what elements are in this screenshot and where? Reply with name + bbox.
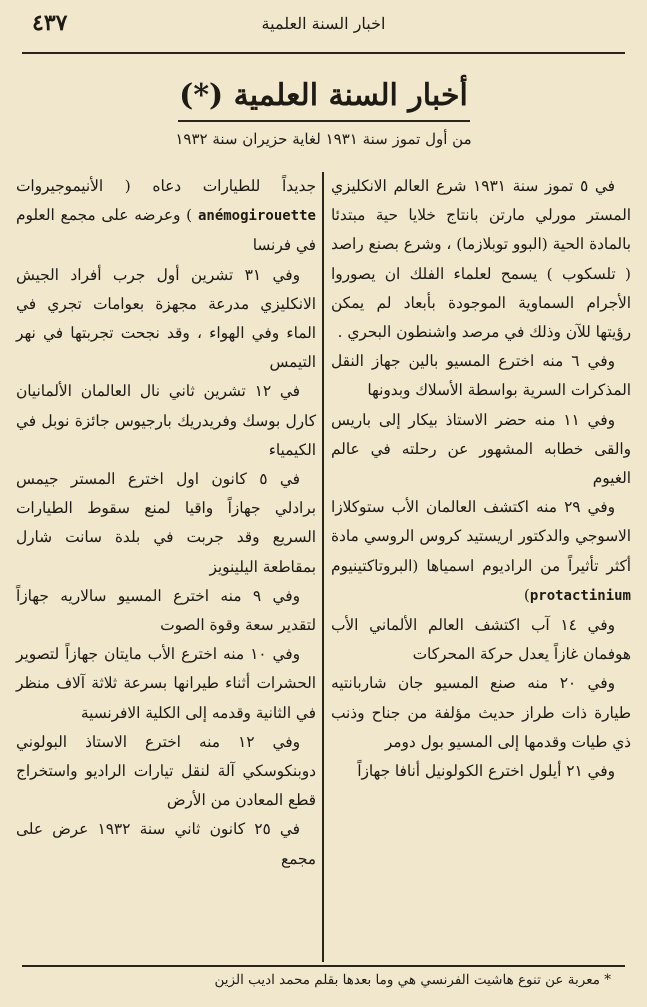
two-column-body: [16, 172, 631, 962]
page-number: ٤٣٧: [32, 10, 68, 36]
news-text: جديداً للطيارات دعاه ( الأنيموجيروات: [16, 177, 316, 195]
news-item: وفي ٣١ تشرين أول جرب أفراد الجيش الانكليزي مدرعة مجهزة بعوامات تجري في الماء وفي الهواء ، وقد نجحت تجربتها في نهر التيمس: [16, 265, 316, 372]
news-item: في ٢٥ كانون ثاني سنة ١٩٣٢ عرض على مجمع: [16, 820, 316, 868]
left-column: [16, 172, 316, 962]
latin-term: protactinium: [529, 587, 631, 604]
news-item: في ١٢ تشرين ثاني نال العالمان الألمانيان كارل بوسك وفريدريك بارجيوس جائزة نوبل في الكيمياء: [16, 382, 316, 459]
news-item: وفي ١٢ منه اخترع الاستاذ البولوني دوبنكوسكي آلة لنقل تيارات الراديو واستخراج قطع المعادن من الأرض: [16, 732, 316, 810]
title-underline: [178, 120, 470, 122]
article-subtitle: من أول تموز سنة ١٩٣١ لغاية حزيران سنة ١٩٣٢: [175, 130, 472, 148]
news-text: ) وعرضه على مجمع العلوم في فرنسا: [16, 206, 316, 255]
news-item: وفي ٢١ أيلول اخترع الكولونيل أنافا جهازاً: [357, 762, 615, 781]
article-title: أخبار السنة العلمية (*): [179, 78, 468, 113]
news-item: وفي ٦ منه اخترع المسيو بالين جهاز النقل المذكرات السرية بواسطة الأسلاك وبدونها: [331, 352, 631, 400]
footnote-rule: [22, 965, 625, 967]
running-title: اخبار السنة العلمية: [261, 14, 386, 33]
news-item: [331, 493, 631, 611]
news-text: ): [523, 585, 530, 604]
news-item: وفي ٢٠ منه صنع المسيو جان شاربانتيه طيارة ذات طراز حديث مؤلفة من جناح وذنب ذي طيات وقدمها إلى المسيو بول دومر: [331, 674, 631, 751]
footnote: * معربة عن تنوع هاشيت الفرنسي هي وما بعدها بقلم محمد اديب الزين: [214, 972, 611, 988]
news-text: وفي ٢٩ منه اكتشف العالمان الأب ستوكلازا الاسوجي والدكتور اريستيد كروس الروسي مادة أكثر تأثيراً من الراديوم اسمياها (البروتاكتينيوم: [331, 498, 631, 575]
latin-term: anémogirouette: [197, 208, 316, 225]
news-item: وفي ١١ منه حضر الاستاذ بيكار إلى باريس والقى خطابه المشهور عن رحلته في عالم الغيوم: [331, 410, 631, 488]
column-divider: [322, 172, 324, 962]
header-rule: [22, 52, 625, 54]
news-item: في ٥ تموز سنة ١٩٣١ شرع العالم الانكليزي المستر مورلي مارتن بانتاج خلايا حية مبتدئا بالمادة الحية (البوو توبلازما) ، وشرع بصنع راصد ( تلسكوب ) يسمح لعلماء الفلك ان يصوروا الأجرام السماوية الموجودة بأبعاد لم يمكن رؤيتها للآن وذلك في مرصد واشنطون البحري .: [331, 177, 631, 342]
news-item: وفي ١٠ منه اخترع الأب مايتان جهازاً لتصوير الحشرات أثناء طيرانها بسرعة ثلاثة آلاف منظر في الثانية وقدمه إلى الكلية الافرنسية: [16, 645, 316, 722]
page-header: [22, 6, 625, 44]
news-item: [16, 172, 316, 261]
news-item: وفي ١٤ آب اكتشف العالم الألماني الأب هوفمان غازاً يعدل حركة المحركات: [331, 616, 631, 664]
news-item: وفي ٩ منه اخترع المسيو سالاريه جهازاً لتقدير سعة وقوة الصوت: [16, 586, 316, 635]
news-item: في ٥ كانون اول اخترع المستر جيمس برادلي جهازاً واقيا لمنع سقوط الطيارات السريع وقد جربت في بلدة سانت شارل بمقاطعة اليلينويز: [16, 470, 316, 576]
right-column: [331, 172, 631, 962]
